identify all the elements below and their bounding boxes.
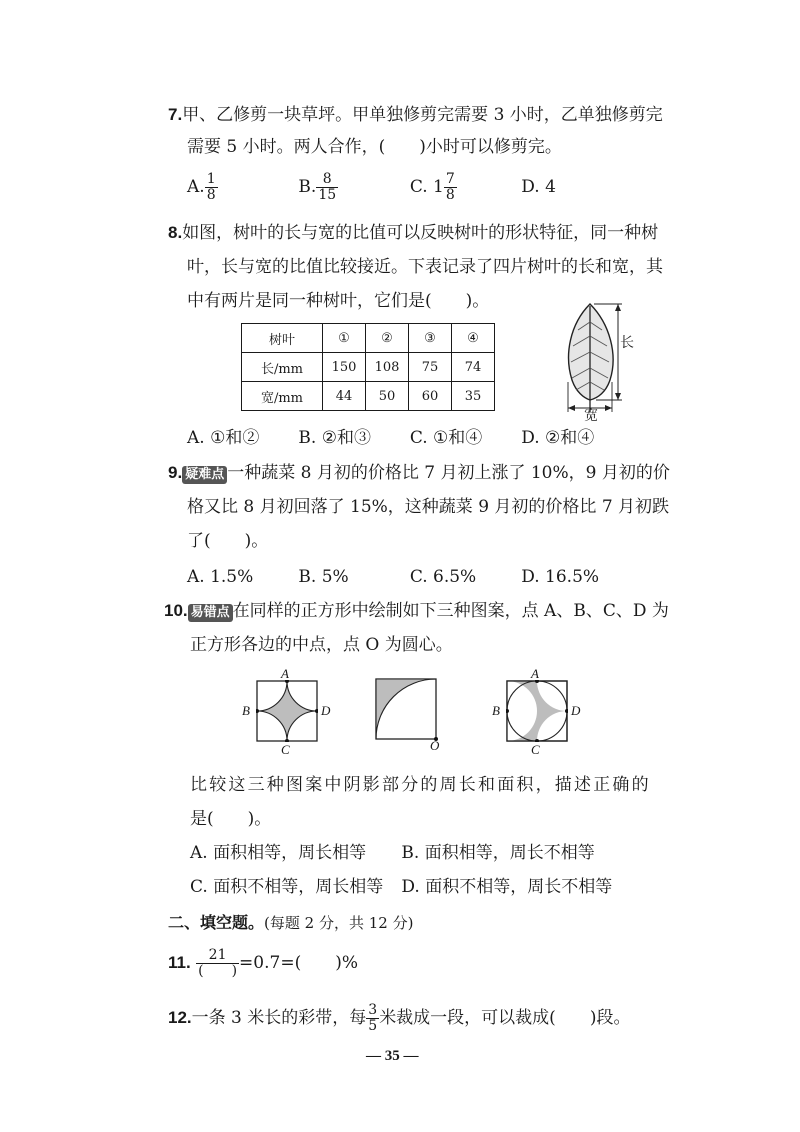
table-cell: 44 (323, 382, 366, 411)
q7-line1: 7.甲、乙修剪一块草坪。甲单独修剪完需要 3 小时，乙单独修剪完 (168, 105, 663, 125)
q10-options-row2 (190, 876, 612, 898)
q8-option-b[interactable]: B. ②和③ (298, 428, 371, 448)
q7-number: 7. (168, 105, 183, 124)
q10-option-d[interactable]: D. 面积不相等，周长不相等 (401, 877, 613, 897)
q7-option-a[interactable]: A. $\frac{1}{8}$ (187, 171, 216, 203)
figure-3-point-a: A (531, 666, 539, 681)
q10-line3: 比较这三种图案中阴影部分的周长和面积，描述正确的 (190, 775, 651, 795)
q12-fraction: $\frac{3}{5}$ (368, 1002, 378, 1034)
figure-3-point-c: C (531, 742, 540, 757)
q11: 11. $\frac{21}{( )}$ =0.7=( )% (168, 947, 358, 979)
figure-2-quarter-circle (374, 676, 438, 742)
q9-option-d[interactable]: D. 16.5% (521, 567, 600, 587)
figure-1-point-c: C (281, 742, 290, 757)
q7-options (187, 172, 556, 203)
q8-option-c[interactable]: C. ①和④ (409, 428, 483, 448)
q8-line3: 中有两片是同一种树叶，它们是( )。 (187, 291, 490, 311)
q11-fraction: $\frac{21}{( )}$ (198, 947, 238, 979)
q9-option-b[interactable]: B. 5% (298, 567, 349, 587)
q9-number: 9. (168, 463, 183, 482)
q10-option-b[interactable]: B. 面积相等，周长不相等 (401, 843, 595, 863)
figure-1-point-a: A (281, 666, 289, 681)
figure-1-concave-square (256, 680, 318, 742)
difficulty-badge: 疑难点 (182, 466, 227, 484)
table-cell: 75 (409, 353, 452, 382)
section-2-heading (168, 910, 413, 933)
q7-line2: 需要 5 小时。两人合作，( )小时可以修剪完。 (187, 137, 562, 157)
leaf-illustration (560, 300, 650, 420)
q10-option-a[interactable]: A. 面积相等，周长相等 (190, 843, 367, 863)
leaf-width-label: 宽 (584, 408, 598, 424)
q10-options-row1 (190, 842, 595, 864)
figure-1-point-b: B (242, 703, 250, 718)
q8-option-a[interactable]: A. ①和② (187, 428, 260, 448)
table-header-cell: ③ (409, 324, 452, 353)
q7-option-d[interactable]: D. 4 (521, 177, 556, 197)
table-header-cell: 树叶 (242, 324, 323, 353)
table-header-cell: ① (323, 324, 366, 353)
q8-option-d[interactable]: D. ②和④ (521, 428, 595, 448)
table-header-cell: ② (366, 324, 409, 353)
table-cell: 长/mm (242, 353, 323, 382)
table-row (242, 353, 495, 382)
table-cell: 35 (452, 382, 495, 411)
figure-3-lens-shape (506, 680, 568, 742)
table-cell: 108 (366, 353, 409, 382)
page-number: — 35 — (366, 1048, 419, 1064)
q10-option-c[interactable]: C. 面积不相等，周长相等 (190, 877, 384, 897)
figure-1-point-d: D (321, 703, 331, 718)
q7-option-b[interactable]: B. $\frac{8}{15}$ (298, 171, 337, 203)
q12: 12.一条 3 米长的彩带，每 $\frac{3}{5}$ 米裁成一段，可以裁成( )段。 (168, 1002, 631, 1034)
q10-line4: 是( )。 (190, 809, 272, 829)
q9-line2: 格又比 8 月初回落了 15%，这种蔬菜 9 月初的价格比 7 月初跌 (187, 497, 670, 517)
table-cell: 宽/mm (242, 382, 323, 411)
leaf-table (241, 323, 495, 411)
table-cell: 60 (409, 382, 452, 411)
q9-option-a[interactable]: A. 1.5% (187, 567, 254, 587)
leaf-length-label: 长 (620, 335, 634, 351)
figure-2-point-o: O (430, 738, 440, 753)
error-prone-badge: 易错点 (188, 604, 233, 622)
q9-line1: 9. 疑难点 一种蔬菜 8 月初的价格比 7 月初上涨了 10%，9 月初的价 (168, 463, 670, 483)
q7-option-c[interactable]: C. 1 $\frac{7}{8}$ (409, 171, 455, 203)
q9-line3: 了( )。 (187, 531, 269, 551)
section-2-note: (每题 2 分，共 12 分) (264, 914, 414, 932)
q9-option-c[interactable]: C. 6.5% (409, 567, 477, 587)
q10-number: 10. (164, 601, 188, 620)
table-row (242, 382, 495, 411)
q8-number: 8. (168, 223, 183, 242)
section-2-title: 二、填空题。 (168, 913, 265, 932)
q9-options (187, 566, 599, 588)
table-row (242, 324, 495, 353)
q8-line2: 叶，长与宽的比值比较接近。下表记录了四片树叶的长和宽，其 (187, 257, 663, 277)
figure-3-point-d: D (571, 703, 581, 718)
q10-line2: 正方形各边的中点，点 O 为圆心。 (190, 635, 453, 655)
q11-number: 11. (168, 953, 191, 972)
table-cell: 50 (366, 382, 409, 411)
q10-line1: 10. 易错点 在同样的正方形中绘制如下三种图案，点 A、B、C、D 为 (164, 601, 669, 621)
table-cell: 150 (323, 353, 366, 382)
q8-options (187, 427, 594, 449)
q12-number: 12. (168, 1008, 192, 1027)
q8-line1: 8.如图，树叶的长与宽的比值可以反映树叶的形状特征，同一种树 (168, 223, 659, 243)
table-cell: 74 (452, 353, 495, 382)
figure-3-point-b: B (492, 703, 500, 718)
table-header-cell: ④ (452, 324, 495, 353)
